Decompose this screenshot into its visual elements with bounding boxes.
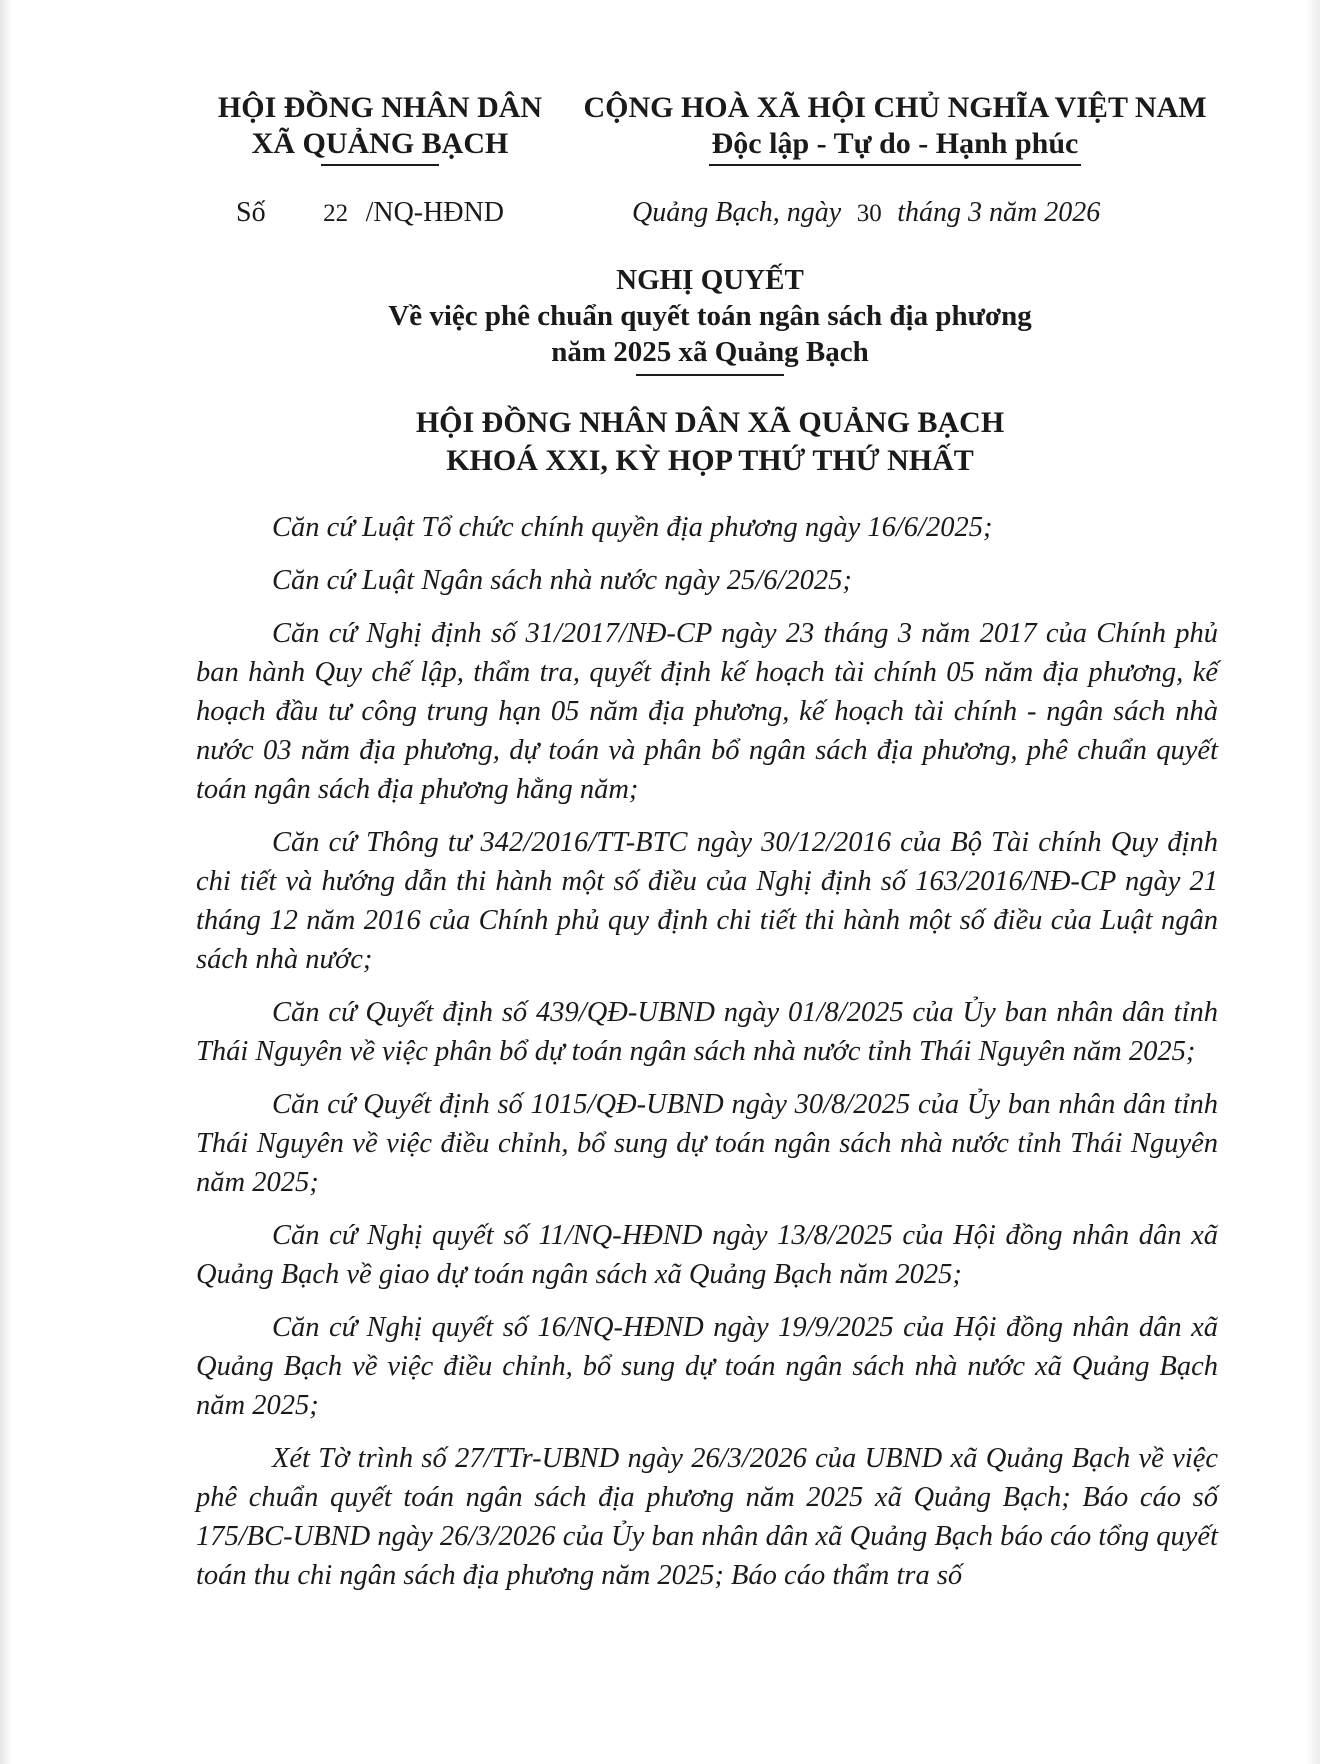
document-number: [236, 196, 504, 231]
motto-underline: [709, 164, 1081, 166]
nation-line-1: CỘNG HOÀ XÃ HỘI CHỦ NGHĨA VIỆT NAM: [583, 91, 1207, 124]
document-title: [200, 262, 1220, 376]
paragraph: Căn cứ Quyết định số 439/QĐ-UBND ngày 01/8/2025 của Ủy ban nhân dân tỉnh Thái Nguyên về việc phân bổ dự toán ngân sách nhà nước tỉnh Thái Nguyên năm 2025;: [196, 997, 1218, 1067]
org-line-2: XÃ QUẢNG BẠCH: [251, 127, 509, 160]
legal-basis-section: [196, 508, 1218, 1609]
council-heading: [200, 404, 1220, 480]
date-prefix: Quảng Bạch, ngày: [632, 197, 842, 228]
page-right-edge: [1306, 0, 1320, 1764]
number-suffix: /NQ-HĐND: [365, 197, 505, 228]
council-line-1: HỘI ĐỒNG NHÂN DÂN XÃ QUẢNG BẠCH: [415, 406, 1005, 439]
date-day: 30: [856, 200, 882, 227]
number-prefix: Số: [236, 197, 266, 228]
nation-motto: Độc lập - Tự do - Hạnh phúc: [711, 127, 1079, 160]
date-rest: tháng 3 năm 2026: [897, 197, 1101, 228]
document-date: [632, 196, 1100, 231]
issuing-organization: [200, 90, 560, 166]
page-left-edge: [0, 0, 12, 1764]
paragraph: Căn cứ Thông tư 342/2016/TT-BTC ngày 30/12/2016 của Bộ Tài chính Quy định chi tiết và hướng dẫn thi hành một số điều của Nghị định số 163/2016/NĐ-CP ngày 21 tháng 12 năm 2016 của Chính phủ quy định chi tiết thi hành một số điều của Luật ngân sách nhà nước;: [196, 827, 1218, 975]
paragraph: Căn cứ Nghị định số 31/2017/NĐ-CP ngày 23 tháng 3 năm 2017 của Chính phủ ban hành Quy chế lập, thẩm tra, quyết định kế hoạch tài chính 05 năm địa phương, kế hoạch đầu tư công trung hạn 05 năm địa phương, kế hoạch tài chính - ngân sách nhà nước 03 năm địa phương, dự toán và phân bổ ngân sách địa phương, phê chuẩn quyết toán ngân sách địa phương hằng năm;: [196, 618, 1218, 805]
org-line-1: HỘI ĐỒNG NHÂN DÂN: [217, 91, 543, 124]
paragraph: Xét Tờ trình số 27/TTr-UBND ngày 26/3/2026 của UBND xã Quảng Bạch về việc phê chuẩn quyết toán ngân sách địa phương năm 2025 xã Quảng Bạch; Báo cáo số 175/BC-UBND ngày 26/3/2026 của Ủy ban nhân dân xã Quảng Bạch báo cáo tổng quyết toán thu chi ngân sách địa phương năm 2025; Báo cáo thẩm tra số: [196, 1443, 1218, 1591]
paragraph: Căn cứ Luật Tổ chức chính quyền địa phương ngày 16/6/2025;: [272, 512, 993, 543]
paragraph: Căn cứ Quyết định số 1015/QĐ-UBND ngày 30/8/2025 của Ủy ban nhân dân tỉnh Thái Nguyên về việc điều chỉnh, bổ sung dự toán ngân sách nhà nước tỉnh Thái Nguyên năm 2025;: [196, 1089, 1218, 1198]
title-line-1: NGHỊ QUYẾT: [616, 264, 804, 296]
title-underline: [636, 374, 784, 376]
council-line-2: KHOÁ XXI, KỲ HỌP THỨ THỨ NHẤT: [446, 444, 974, 477]
title-line-2: Về việc phê chuẩn quyết toán ngân sách địa phương: [388, 300, 1032, 332]
paragraph: Căn cứ Nghị quyết số 11/NQ-HĐND ngày 13/8/2025 của Hội đồng nhân dân xã Quảng Bạch về giao dự toán ngân sách xã Quảng Bạch năm 2025;: [196, 1220, 1218, 1290]
paragraph: Căn cứ Luật Ngân sách nhà nước ngày 25/6/2025;: [272, 565, 852, 596]
paragraph: Căn cứ Nghị quyết số 16/NQ-HĐND ngày 19/9/2025 của Hội đồng nhân dân xã Quảng Bạch về việc điều chỉnh, bổ sung dự toán ngân sách nhà nước xã Quảng Bạch năm 2025;: [196, 1312, 1218, 1421]
org-underline: [321, 164, 439, 166]
title-line-3: năm 2025 xã Quảng Bạch: [551, 336, 869, 368]
national-heading: [570, 90, 1220, 166]
number-value: 22: [323, 200, 349, 227]
